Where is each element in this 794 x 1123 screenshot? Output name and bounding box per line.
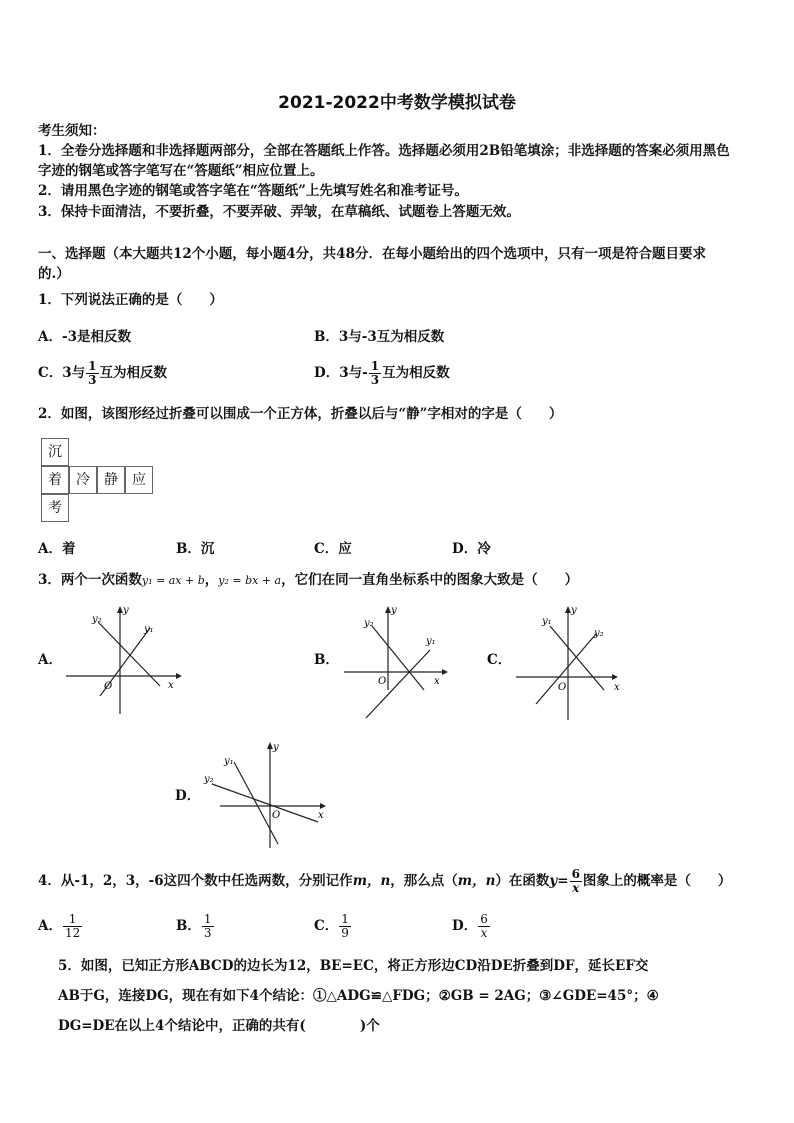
q4-b-label: B． [176, 918, 201, 934]
q1-c-post: 互为相反数 [99, 365, 167, 381]
q4-mn: m，n [352, 873, 391, 889]
fraction [202, 913, 214, 940]
q4-stem-pre: 4．从-1，2，3，-6这四个数中任选两数，分别记作 [38, 873, 353, 889]
denominator: x [572, 881, 580, 895]
net-cell: 考 [41, 494, 69, 522]
label-y1: y₁ [224, 756, 234, 767]
label-y2: y₂ [204, 774, 214, 785]
page-title: 2021-2022中考数学模拟试卷 [278, 93, 516, 113]
q1-d-post: 互为相反数 [382, 365, 450, 381]
q1-option-b: B．3与-3互为相反数 [314, 329, 445, 345]
q3-graph-d [200, 740, 334, 852]
label-y: y [123, 605, 129, 616]
notice-item: 3．保持卡面清洁，不要折叠，不要弄破、弄皱，在草稿纸、试题卷上答题无效。 [38, 204, 520, 220]
label-y: y [391, 605, 397, 616]
q4-a-label: A． [38, 918, 62, 934]
q4-stem [38, 868, 731, 895]
denominator: 3 [88, 373, 97, 387]
q5-line-1: 5．如图，已知正方形ABCD的边长为12，BE=EC，将正方形边CD沿DE折叠到DF，延长EF交 [58, 958, 649, 974]
fraction [339, 913, 351, 940]
q1-option-d [314, 360, 450, 387]
net-cell: 着 [41, 466, 69, 494]
label-x: x [168, 680, 174, 691]
q3-option-a: A． [38, 652, 62, 668]
numerator: 6 [571, 867, 580, 881]
q3-graph-b [344, 604, 464, 724]
q3-option-d: D． [175, 788, 201, 804]
q3-stem-pre: 3．两个一次函数 [38, 572, 142, 588]
label-y1: y₁ [426, 636, 436, 647]
q4-stem-post: 图象上的概率是（ ） [582, 873, 732, 889]
q1-c-pre: C．3与 [38, 365, 86, 381]
q1-option-a: A．-3是相反数 [38, 329, 131, 345]
q3-sep: ， [204, 572, 219, 588]
net-cell: 冷 [69, 466, 97, 494]
fraction [86, 360, 98, 387]
notice-heading: 考生须知： [38, 123, 106, 139]
numerator: 1 [341, 912, 349, 926]
label-y2: y₂ [92, 614, 102, 625]
q3-function-1: y₁ = ax + b [141, 574, 205, 587]
q1-d-pre: D．3与- [314, 365, 368, 381]
q4-stem-mid: ，那么点（ [390, 873, 458, 889]
notice-item: 字迹的钢笔或答字笔写在“答题纸”相应位置上。 [38, 163, 324, 179]
net-cell: 应 [125, 466, 153, 494]
fraction [63, 913, 82, 940]
label-y2: y₂ [364, 618, 374, 629]
q2-option-d: D．冷 [452, 541, 491, 557]
q4-c-label: C． [314, 918, 339, 934]
label-y1: y₁ [144, 624, 154, 635]
label-origin: O [378, 676, 387, 687]
fraction [478, 913, 490, 940]
label-y1: y₁ [542, 616, 552, 627]
q2-option-c: C．应 [314, 541, 352, 557]
q4-fy: y= [549, 873, 569, 889]
section-heading-cont: 的.） [38, 266, 70, 282]
denominator: 12 [64, 926, 81, 940]
numerator: 6 [480, 912, 488, 926]
label-y: y [273, 742, 279, 753]
denominator: x [480, 926, 488, 940]
q4-option-b [176, 913, 215, 940]
q2-option-a: A．着 [38, 541, 76, 557]
q3-graph-c [514, 604, 626, 724]
net-cell: 沉 [41, 438, 69, 466]
q3-graph-a [64, 604, 184, 716]
q4-stem-mid2: ）在函数 [495, 873, 550, 889]
numerator: 1 [63, 913, 82, 927]
q3-option-b: B． [314, 652, 339, 668]
label-x: x [318, 810, 324, 821]
q4-option-a [38, 913, 83, 940]
net-cell: 静 [97, 466, 125, 494]
q4-mn2: m，n [457, 873, 496, 889]
q2-stem: 2．如图，该图形经过折叠可以围成一个正方体，折叠以后与“静”字相对的字是（ ） [38, 406, 563, 422]
q1-option-c [38, 360, 167, 387]
label-x: x [614, 682, 620, 693]
label-y: y [571, 605, 577, 616]
label-origin: O [272, 810, 281, 821]
denominator: 9 [341, 926, 349, 940]
label-y2: y₂ [594, 628, 604, 639]
q2-option-b: B．沉 [176, 541, 215, 557]
label-origin: O [558, 682, 567, 693]
q3-option-c: C． [487, 652, 512, 668]
fraction [369, 360, 381, 387]
q3-stem-post: ，它们在同一直角坐标系中的图象大致是（ ） [281, 572, 579, 588]
q5-line-3: DG=DE在以上4个结论中，正确的共有( )个 [58, 1018, 380, 1034]
fraction [570, 868, 582, 895]
q1-stem: 1．下列说法正确的是（ ） [38, 292, 223, 308]
notice-item: 1．全卷分选择题和非选择题两部分，全部在答题纸上作答。选择题必须用2B铅笔填涂；非选择题的答案必须用黑色 [38, 143, 730, 159]
notice-item: 2．请用黑色字迹的钢笔或答字笔在“答题纸”上先填写姓名和准考证号。 [38, 183, 468, 199]
q5-line-2: AB于G，连接DG，现在有如下4个结论：①△ADG≌△FDG；②GB = 2AG；③∠GDE=45°；④ [58, 988, 659, 1004]
label-origin: O [104, 681, 113, 692]
q3-function-2: y₂ = bx + a [218, 574, 282, 587]
denominator: 3 [203, 926, 212, 940]
section-heading: 一、选择题（本大题共12个小题，每小题4分，共48分．在每小题给出的四个选项中，只有一项是符合题目要求 [38, 246, 706, 262]
numerator: 1 [203, 912, 212, 926]
q3-stem [38, 570, 578, 591]
q4-d-label: D． [452, 918, 478, 934]
numerator: 1 [370, 359, 380, 373]
numerator: 1 [88, 359, 97, 373]
label-x: x [434, 676, 440, 687]
denominator: 3 [370, 373, 380, 387]
q4-option-c [314, 913, 352, 940]
q4-option-d [452, 913, 491, 940]
